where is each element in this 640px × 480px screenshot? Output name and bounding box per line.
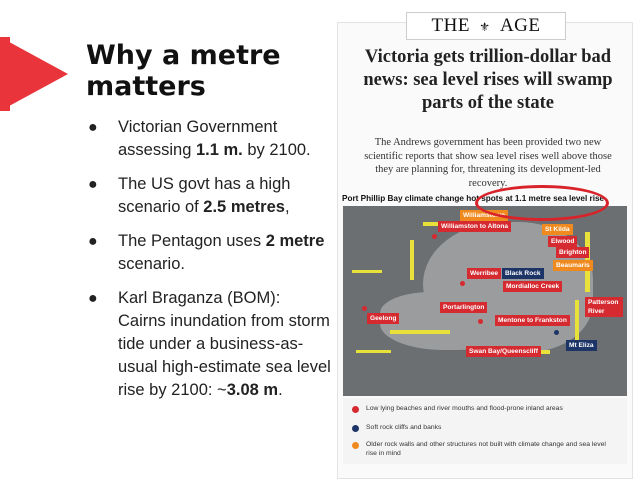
bullet-text: scenario.	[118, 255, 185, 273]
bullet-icon: ●	[88, 176, 98, 193]
bullet-item	[84, 116, 332, 162]
bullet-item	[84, 230, 332, 276]
bullet-icon: ●	[88, 119, 98, 136]
slide-title: Why a metre matters	[86, 40, 281, 102]
map-label-mordialloc: Mordialloc Creek	[503, 281, 562, 292]
legend-swatch	[352, 442, 359, 449]
bullet-item	[84, 173, 332, 219]
crest-icon: ⚜	[479, 19, 491, 34]
map-pin	[460, 281, 465, 286]
accent-arrow	[0, 37, 68, 111]
map-label-brighton: Brighton	[556, 247, 589, 258]
bullet-text: ,	[284, 198, 290, 216]
map-label-swan-bay: Swan Bay/Queenscliff	[466, 346, 541, 357]
legend-item	[352, 441, 612, 458]
legend-item	[352, 405, 612, 414]
coastline	[356, 350, 391, 353]
coastline	[352, 270, 382, 273]
masthead-age: AGE	[499, 15, 541, 36]
bullet-bold: 3.08 m	[226, 381, 279, 399]
map-label-beaumaris: Beaumaris	[553, 260, 593, 271]
legend-text: Low lying beaches and river mouths and flood-prone inland areas	[366, 405, 563, 412]
bullet-text: .	[278, 381, 283, 399]
bullet-text: by 2100.	[242, 141, 311, 159]
masthead	[406, 12, 566, 40]
map-label-elwood: Elwood	[548, 236, 577, 247]
map-label-mentone: Mentone to Frankston	[495, 315, 570, 326]
legend-text: Soft rock cliffs and banks	[366, 424, 442, 431]
bullet-list	[84, 116, 332, 413]
bullet-text: Karl Braganza (BOM): Cairns inundation from storm tide under a business-as-usual high-estimate sea level rise by 2100: ~	[118, 289, 331, 399]
bullet-text: Victorian Government assessing	[118, 118, 278, 159]
bullet-bold: 1.1 m.	[195, 141, 243, 159]
map-pin	[554, 330, 559, 335]
legend-text: Older rock walls and other structures not built with climate change and sea level rise in mind	[366, 441, 606, 457]
article-lede: The Andrews government has been provided two new scientific reports that show sea level rises well above those they are planning for, threatening its development-led recovery.	[364, 137, 612, 189]
map-label-patterson: Patterson River	[585, 297, 623, 317]
map-caption: Port Phillip Bay climate change hot spots at 1.1 metre sea level rise	[342, 194, 605, 203]
map-pin	[362, 306, 367, 311]
map-label-mt-eliza: Mt Eliza	[566, 340, 597, 351]
article-headline: Victoria gets trillion-dollar bad news: sea level rises will swamp parts of the state	[363, 47, 613, 113]
bullet-icon: ●	[88, 233, 98, 250]
legend-swatch	[352, 425, 359, 432]
bullet-text: The Pentagon uses	[118, 232, 266, 250]
bullet-bold: 2.5 metres	[203, 198, 285, 216]
bullet-icon: ●	[88, 290, 98, 307]
bullet-item	[84, 287, 332, 402]
map-label-portarlington: Portarlington	[440, 302, 487, 313]
highlight-circle	[475, 185, 609, 221]
map-label-geelong: Geelong	[367, 313, 399, 324]
coastline	[575, 300, 579, 340]
legend-item	[352, 424, 612, 433]
map-pin	[432, 234, 437, 239]
legend-swatch	[352, 406, 359, 413]
map-label-st-kilda: St Kilda	[542, 224, 573, 235]
masthead-the: THE	[431, 15, 470, 36]
coastline	[410, 240, 414, 280]
map-label-williamston-altona: Williamston to Altona	[438, 221, 511, 232]
map-label-williamstown: Williamstown	[460, 210, 508, 221]
map-label-black-rock: Black Rock	[502, 268, 544, 279]
bullet-text: The US govt has a high scenario of	[118, 175, 291, 216]
coastline	[390, 330, 450, 334]
map-label-werribee: Werribee	[467, 268, 501, 279]
map-pin	[478, 319, 483, 324]
bullet-bold: 2 metre	[265, 232, 325, 250]
